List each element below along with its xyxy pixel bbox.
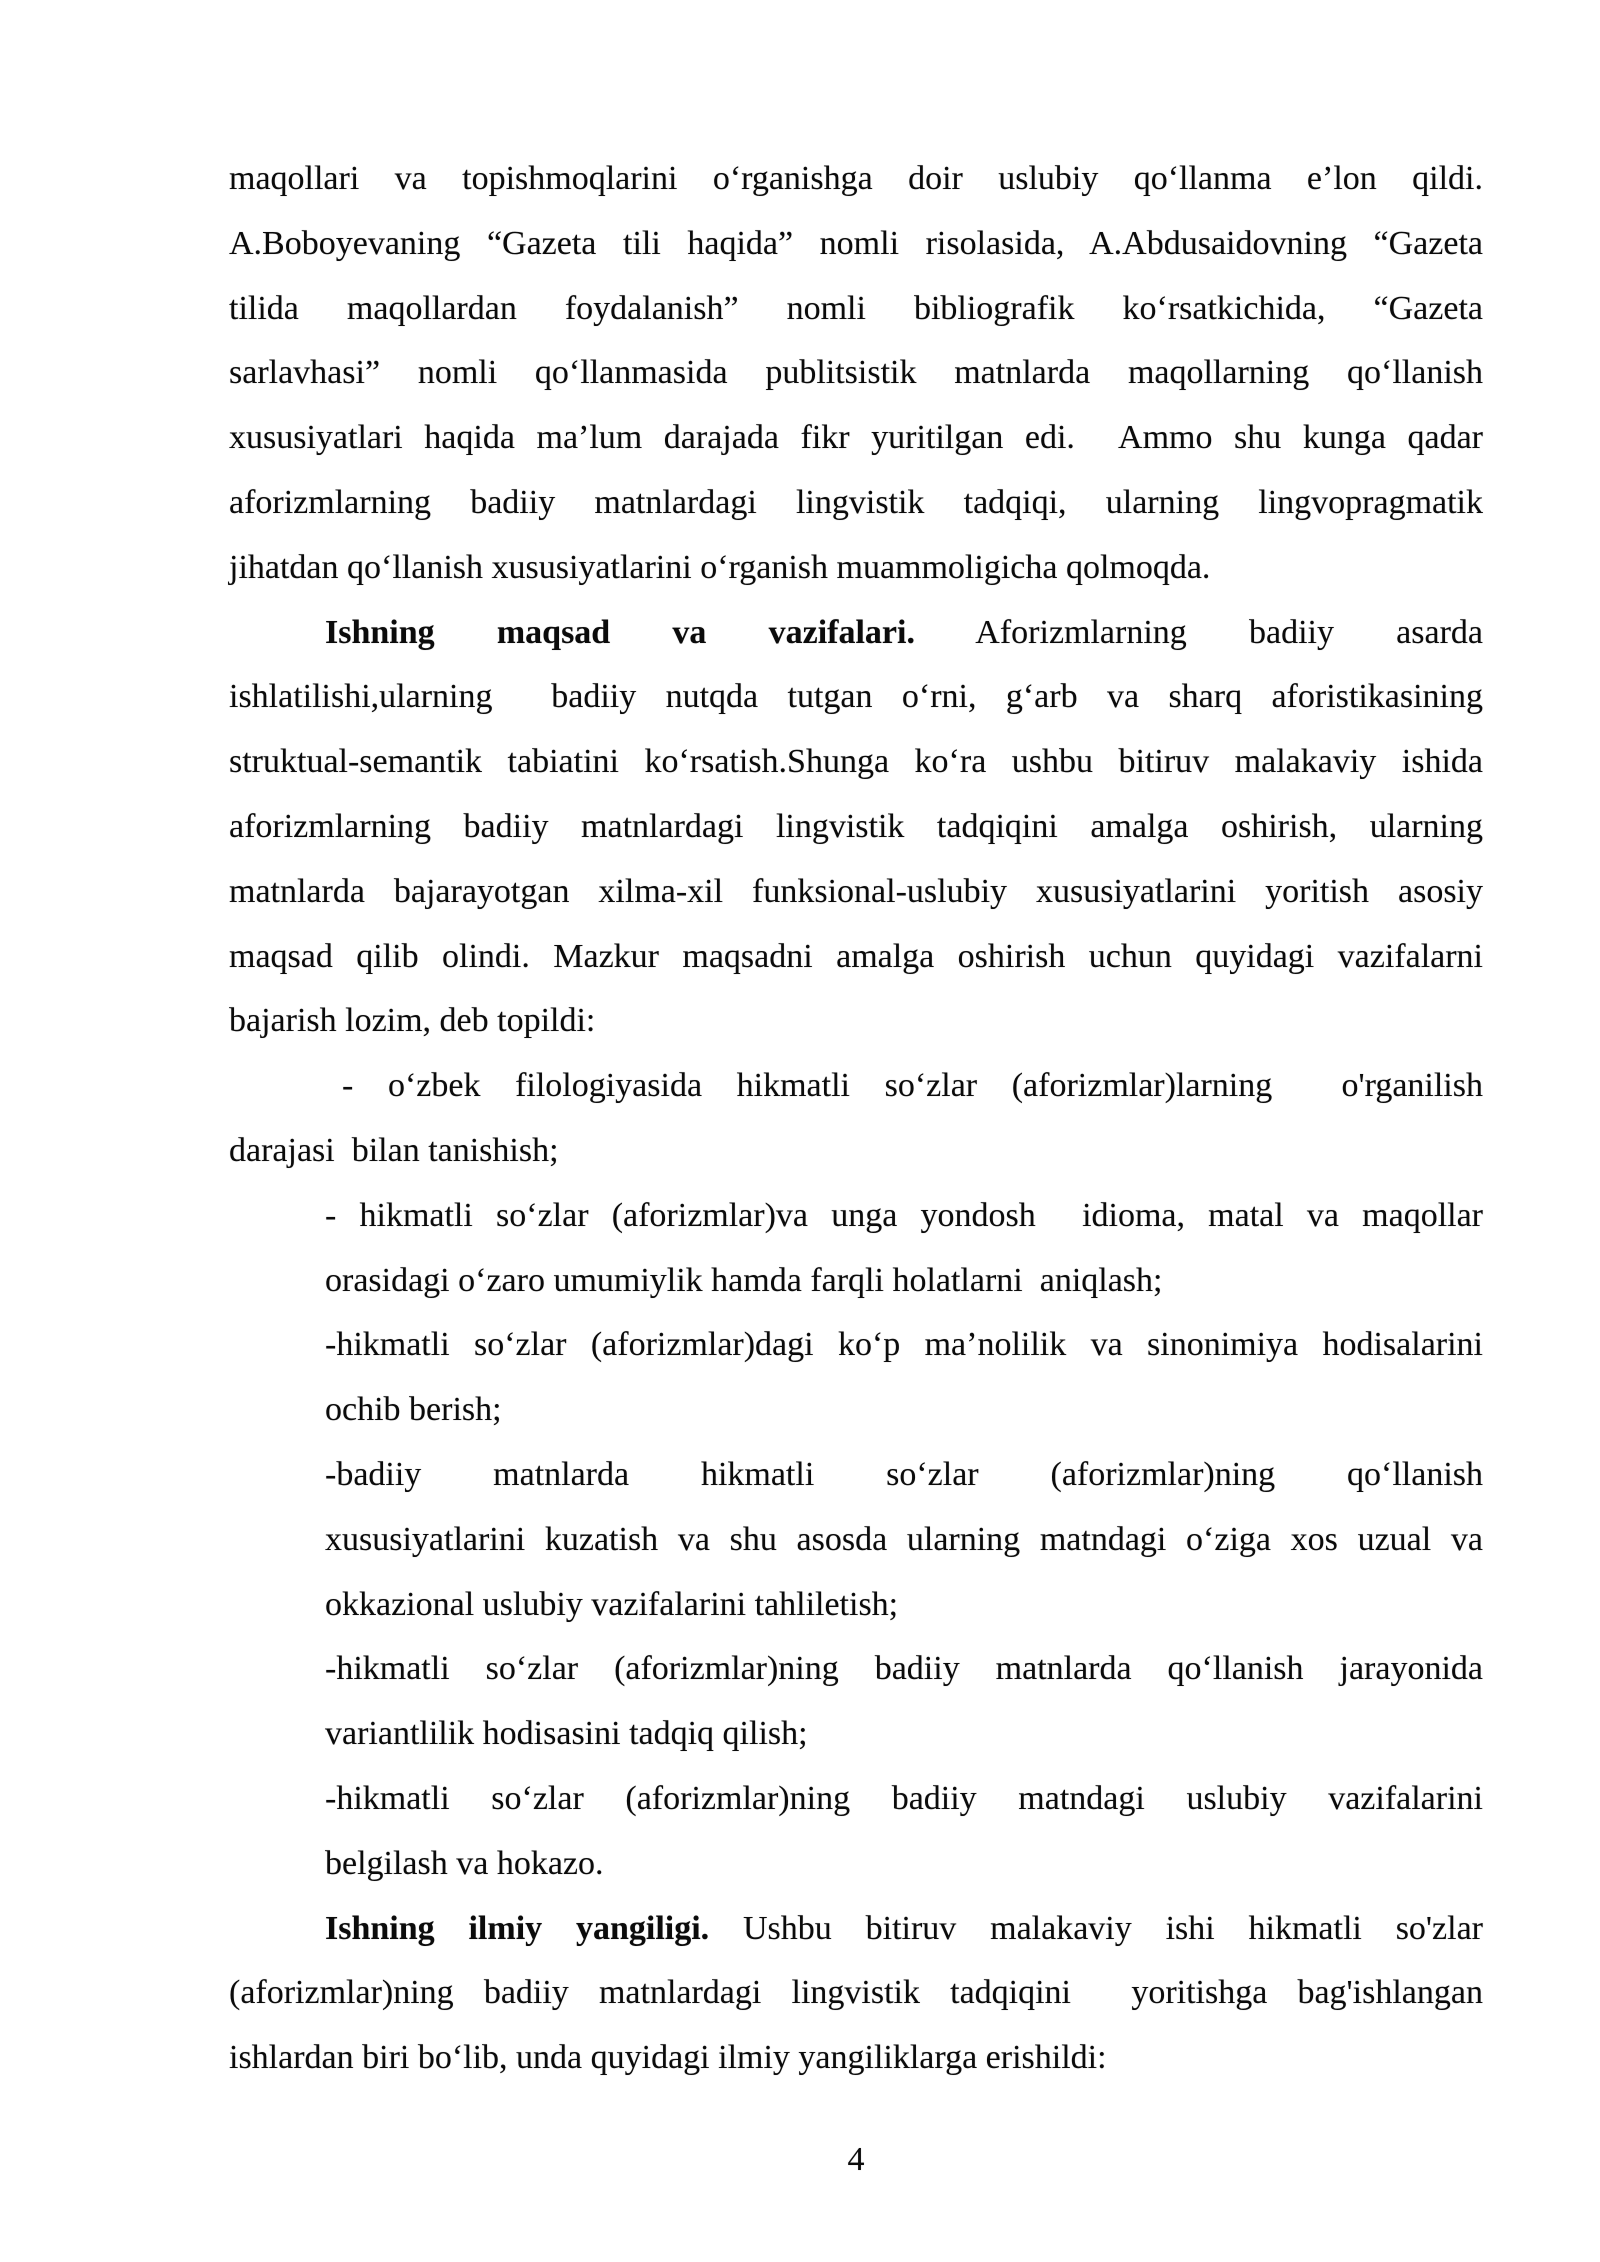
text-line: belgilash va hokazo. [325,1844,604,1882]
text-line: xususiyatlarini kuzatish va shu asosda ularning matndagi o‘ziga xos uzual va [325,1520,1483,1558]
text-line [229,1897,1483,1962]
text-line: darajasi bilan tanishish; [229,1131,559,1169]
text-line [229,601,1483,666]
text-line: -hikmatli so‘zlar (aforizmlar)ning badiiy matndagi uslubiy vazifalarini [325,1779,1483,1817]
text-line: - hikmatli so‘zlar (aforizmlar)va unga yondosh idioma, matal va maqollar [325,1196,1483,1234]
page-number: 4 [847,2141,865,2178]
text-line: xususiyatlari haqida ma’lum darajada fikr yuritilgan edi. Ammo shu kunga qadar [229,419,1483,457]
text-line: variantlilik hodisasini tadqiq qilish; [325,1715,808,1753]
task-item-3 [229,1313,1483,1443]
text-line: orasidagi o‘zaro umumiylik hamda farqli holatlarni aniqlash; [325,1261,1163,1299]
text-line: sarlavhasi” nomli qo‘llanmasida publitsistik matnlarda maqollarning qo‘llanish [229,354,1483,392]
text-line: matnlarda bajarayotgan xilma-xil funksional-uslubiy xususiyatlarini yoritish asosiy [229,872,1483,910]
text-line: aforizmlarning badiiy matnlardagi lingvistik tadqiqi, ularning lingvopragmatik [229,483,1483,521]
text-line: -hikmatli so‘zlar (aforizmlar)ning badiiy matnlarda qo‘llanish jarayonida [325,1650,1483,1688]
text-line: ishlardan biri bo‘lib, unda quyidagi ilmiy yangiliklarga erishildi: [229,2039,1107,2077]
text-line: struktual-semantik tabiatini ko‘rsatish.Shunga ko‘ra ushbu bitiruv malakaviy ishida [229,743,1483,781]
text-line: bajarish lozim, deb topildi: [229,1002,596,1040]
paragraph-ilmiy-yangiligi [229,1897,1483,2091]
text-line: A.Boboyevaning “Gazeta tili haqida” nomli risolasida, A.Abdusaidovning “Gazeta [229,224,1483,262]
task-item-5 [229,1637,1483,1767]
text-line: -hikmatli so‘zlar (aforizmlar)dagi ko‘p ma’nolilik va sinonimiya hodisalarini [325,1326,1483,1364]
text-line: aforizmlarning badiiy matnlardagi lingvistik tadqiqini amalga oshirish, ularning [229,807,1483,845]
text-line: - o‘zbek filologiyasida hikmatli so‘zlar (aforizmlar)larning o'rganilish [342,1067,1483,1105]
text-line: ishlatilishi,ularning badiiy nutqda tutgan o‘rni, g‘arb va sharq aforistikasining [229,678,1483,716]
text-line: tilida maqollardan foydalanish” nomli bibliografik ko‘rsatkichida, “Gazeta [229,289,1483,327]
paragraph-intro [229,147,1483,601]
text-line: jihatdan qo‘llanish xususiyatlarini o‘rganish muammoligicha qolmoqda. [229,548,1211,586]
text-run: Ushbu bitiruv malakaviy ishi hikmatli so'zlar [709,1909,1483,1947]
text-line: okkazional uslubiy vazifalarini tahliletish; [325,1585,899,1623]
bold-heading-inline: Ishning maqsad va vazifalari. [325,613,915,651]
task-item-2 [229,1184,1483,1314]
text-line: ochib berish; [325,1391,502,1429]
task-item-4 [229,1443,1483,1637]
task-item-6 [229,1767,1483,1897]
text-line: -badiiy matnlarda hikmatli so‘zlar (aforizmlar)ning qo‘llanish [325,1455,1483,1493]
text-line: maqsad qilib olindi. Mazkur maqsadni amalga oshirish uchun quyidagi vazifalarni [229,937,1483,975]
paragraph-maqsad-vazifalari [229,601,1483,1055]
text-line: maqollari va topishmoqlarini o‘rganishga doir uslubiy qo‘llanma e’lon qildi. [229,160,1483,197]
text-run: Aforizmlarning badiiy asarda [914,613,1483,651]
text-line: (aforizmlar)ning badiiy matnlardagi lingvistik tadqiqini yoritishga bag'ishlangan [229,1974,1483,2012]
task-item-1 [229,1054,1483,1184]
bold-heading-inline: Ishning ilmiy yangiligi. [325,1909,710,1947]
page-body-text [229,147,1483,2091]
